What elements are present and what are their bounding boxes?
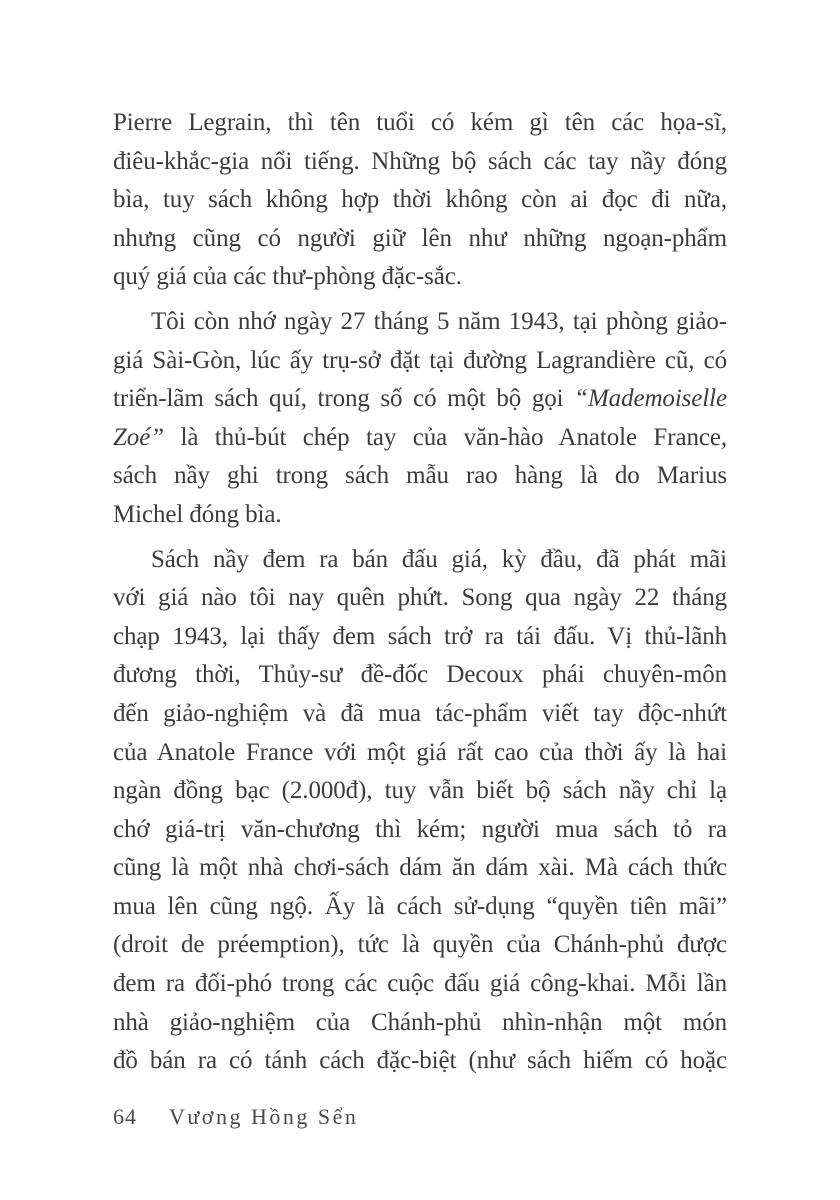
paragraph <box>113 104 727 297</box>
text-line: bìa, tuy sách không hợp thời không còn ai đọc đi nữa, <box>113 186 727 214</box>
text-line: Sách nầy đem ra bán đấu giá, kỳ đầu, đã phát mãi <box>151 545 727 573</box>
text-line: Tôi còn nhớ ngày 27 tháng 5 năm 1943, tại phòng giảo- <box>151 307 727 335</box>
text-line: Michel đóng bìa. <box>113 500 282 528</box>
page-number: 64 <box>113 1104 137 1129</box>
text-line: đến giảo-nghiệm và đã mua tác-phẩm viết tay độc-nhứt <box>113 699 727 727</box>
text-line: nhưng cũng có người giữ lên như những ngoạn-phẩm <box>113 224 727 252</box>
text-line: triển-lãm sách quí, trong số có một bộ gọi “Mademoiselle <box>113 385 727 413</box>
text-line: của Anatole France với một giá rất cao của thời ấy là hai <box>113 738 727 766</box>
running-header-author: Vương Hồng Sển <box>169 1104 359 1129</box>
text-line: nhà giảo-nghiệm của Chánh-phủ nhìn-nhận một món <box>113 1008 727 1036</box>
paragraph <box>113 303 727 535</box>
text-line: đem ra đối-phó trong các cuộc đấu giá công-khai. Mỗi lần <box>113 970 727 998</box>
text-line: đương thời, Thủy-sư đề-đốc Decoux phái chuyên-môn <box>113 661 727 689</box>
text-line: (droit de préemption), tức là quyền của Chánh-phủ được <box>113 931 727 959</box>
page-footer <box>113 1103 358 1131</box>
text-line: chớ giá-trị văn-chương thì kém; người mua sách tỏ ra <box>113 815 727 843</box>
text-line: chạp 1943, lại thấy đem sách trở ra tái đấu. Vị thủ-lãnh <box>113 622 727 650</box>
text-line: Zoé” là thủ-bút chép tay của văn-hào Anatole France, <box>113 423 727 451</box>
text-line: ngàn đồng bạc (2.000đ), tuy vẫn biết bộ sách nầy chỉ lạ <box>113 777 727 805</box>
paragraph <box>113 541 727 1081</box>
text-line: đồ bán ra có tánh cách đặc-biệt (như sách hiếm có hoặc <box>113 1047 727 1075</box>
text-line: mua lên cũng ngộ. Ấy là cách sử-dụng “quyền tiên mãi” <box>113 892 727 920</box>
text-line: điêu-khắc-gia nổi tiếng. Những bộ sách các tay nầy đóng <box>113 147 727 175</box>
text-line: sách nầy ghi trong sách mẫu rao hàng là do Marius <box>113 462 727 490</box>
text-line: cũng là một nhà chơi-sách dám ăn dám xài. Mà cách thức <box>113 854 727 882</box>
page-text-block <box>113 104 727 1081</box>
text-line: Pierre Legrain, thì tên tuổi có kém gì tên các họa-sĩ, <box>113 109 727 136</box>
text-line: quý giá của các thư-phòng đặc-sắc. <box>113 263 462 291</box>
text-line: với giá nào tôi nay quên phứt. Song qua ngày 22 tháng <box>113 584 727 612</box>
text-line: giá Sài-Gòn, lúc ấy trụ-sở đặt tại đường Lagrandière cũ, có <box>113 346 727 374</box>
